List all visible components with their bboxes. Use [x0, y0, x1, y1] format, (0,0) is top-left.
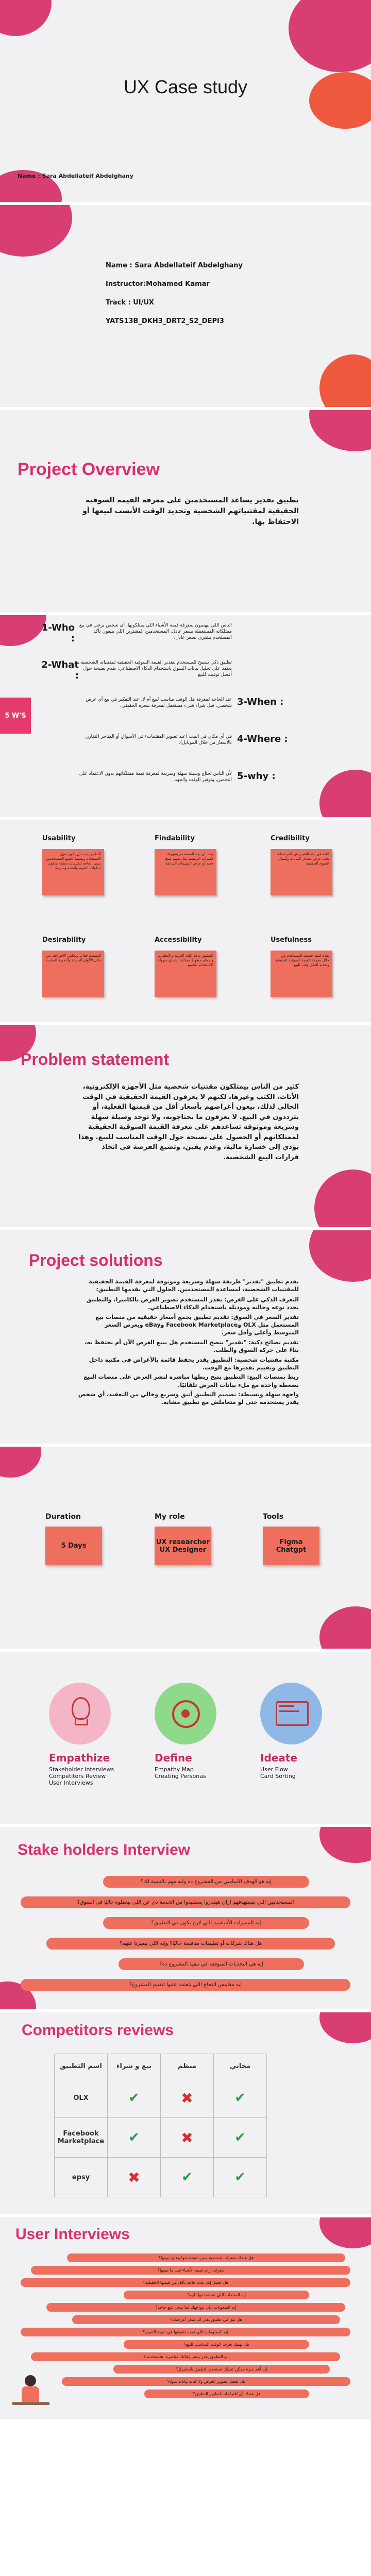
decor-blob: [319, 1606, 371, 1652]
ws-item: [36, 659, 325, 697]
process-step: [155, 1683, 232, 1780]
problem-slide: [0, 1025, 371, 1230]
table-row: [55, 2158, 267, 2197]
solutions-intro: يقدم تطبيق "تقدير" طريقة سهلة وسريعة وموثوقة لمعرفة القيمة الحقيقية للمقتنيات الشخصية، لمساعدة المستخدمين. الحلول التي يقدمها التطبيق:: [89, 1278, 299, 1293]
question-bubble: هل حصل إنك بعت حاجة بأقل من قيمتها الحقيقية؟: [21, 2278, 350, 2287]
solutions-list: [77, 1278, 299, 1406]
duration-card: 5 Days: [45, 1527, 102, 1565]
ws-item: [36, 734, 325, 771]
question-bubble: إيه الصعوبات اللي بتواجهك لما تيجي تبيع حاجة؟: [46, 2303, 345, 2312]
info-line: YATS13B_DKH3_DRT2_S2_DEPI3: [106, 317, 224, 325]
section-heading: Project Overview: [18, 460, 160, 479]
column-header: اسم التطبيق: [55, 2054, 108, 2078]
solution-item: التعرف الذكي على الغرض: يقدر المستخدم تصوير الغرض بالكاميرا، والتطبيق يحدد نوعه وحالته وموديله باستخدام الذكاء الاصطناعي.: [86, 1296, 299, 1311]
process-step: [49, 1683, 126, 1786]
step-item: User Flow: [260, 1766, 288, 1773]
info-slide: [0, 205, 371, 410]
section-heading: Stake holders Interview: [18, 1841, 191, 1858]
solution-item: تقدير السعر في السوق: تقديم تطبيق يجمع أسعار حقيقية من منصات بيع المستعمل مثل OLX وFacebook Marketplace وeBay ويعرض السعر المتوسط وأعلى وأقل سعر.: [95, 1313, 299, 1336]
question-bubble: إيه هو الهدف الأساسي من المشروع ده وليه مهم بالنسبة لك؟: [103, 1876, 309, 1888]
info-line: Track : UI/UX: [106, 299, 154, 307]
decor-blob: [314, 1170, 371, 1230]
sticky-note: التطبيق يدعم اللغة العربية والإنجليزية وأحجام خطوط مختلفة لضمان سهولة الاستخدام للجميع: [155, 951, 216, 997]
section-heading: User Interviews: [15, 2226, 130, 2243]
ws-list: [36, 622, 325, 808]
ws-answer: لأن الناس تحتاج وسيلة سهلة وسريعة لمعرفة قيمة ممتلكاتهم بدون الاعتماد على التخمين، وتوفير الوقت والجهد.: [79, 771, 232, 783]
title-slide: [0, 0, 371, 205]
question-bubble: هل يهمك تعرف الوقت المناسب للبيع؟: [124, 2340, 309, 2349]
info-line: Instructor:Mohamed Kamar: [106, 280, 210, 288]
check-icon: ✔: [214, 2078, 267, 2118]
ws-item: [36, 622, 325, 659]
step-item: Competitors Review: [49, 1773, 106, 1780]
competitors-slide: [0, 2012, 371, 2217]
step-item: Creating Personas: [155, 1773, 206, 1780]
person-illustration: [10, 2372, 52, 2413]
decor-blob: [309, 410, 371, 451]
question-bubble: إيه المنصات اللي بتستخدمها للبيع؟: [124, 2291, 309, 2299]
user-interviews-slide: [0, 2217, 371, 2419]
app-name: OLX: [55, 2078, 108, 2118]
overview-slide: [0, 410, 371, 615]
decor-blob: [319, 1827, 371, 1863]
usability-slide: [0, 820, 371, 1025]
check-icon: ✔: [108, 2118, 161, 2158]
question-bubble: بتعرف إزاي قيمة الأشياء قبل ما تبيعها؟: [31, 2266, 350, 2275]
decor-blob: [309, 1230, 371, 1282]
step-item: User Interviews: [49, 1780, 93, 1786]
check-icon: ✔: [108, 2078, 161, 2118]
desirability-title: Desirability: [42, 936, 86, 944]
usability-title: Usability: [42, 835, 76, 842]
column-header: منظم: [161, 2054, 214, 2078]
column-header: مجاني: [214, 2054, 267, 2078]
decor-blob: [289, 0, 371, 72]
tools-card: Figma Chatgpt: [263, 1527, 319, 1565]
check-icon: ✔: [161, 2158, 214, 2197]
step-title: Empathize: [49, 1752, 110, 1764]
step-item: Card Sorting: [260, 1773, 296, 1780]
solution-item: مكتبة مقتنيات شخصية: التطبيق يقدر يحفظ قائمة بالأغراض في مكتبة داخل التطبيق وتقييم تقديرها مع الوقت.: [89, 1356, 299, 1371]
step-title: Ideate: [260, 1752, 297, 1764]
problem-text: كثير من الناس بيمتلكون مقتنيات شخصية مثل الأجهزة الإلكترونية، الأثاث، الكتب وغيرها، لكنهم لا يعرفون القيمة الحقيقية في الوقت الحالي لذلك، بيعون أغراضهم بأسعار أقل من قيمتها الفعلية، أو يترددون في البيع. لا يعرفون ما يحتاجونه، ولا توجد وسيلة سهلة وسريعة وموثوقة تساعدهم على معرفة القيمة السوقية الحقيقية لممتلكاتهم أو الحصول على نصيحة حول الوقت المناسب للبيع. وهذا يؤدي إلى خسارة مالية، وعدم يقين، وتضيع الفرصة في اتخاذ قرارات البيع الشخصية.: [78, 1083, 299, 1161]
ws-answer: في أي مكان في البيت (عند تصوير المقتنيات) في الأسواق أو المتاجر (لتقارن بالأسعار من خلال الموبايل).: [85, 734, 232, 746]
step-item: Stakeholder Interviews: [49, 1766, 114, 1773]
table-row: [55, 2118, 267, 2158]
question-bubble: المستخدمين اللي بتستهدفهم إزاي هيقدروا يستفيدوا من الخدمة دي عن اللي بيعملوه حاليًا في السوق؟: [21, 1896, 350, 1908]
question-bubble: هل تثق في تطبيق يقدر لك سعر أغراضك؟: [72, 2315, 340, 2324]
cross-icon: ✖: [108, 2158, 161, 2197]
question-bubble: إيه أهم ميزة ممكن تخليك تستخدم التطبيق باستمرار؟: [113, 2365, 330, 2374]
ws-question: 4-Where :: [237, 734, 288, 744]
ws-question: 5-why :: [237, 771, 276, 782]
sticky-note: الثقة في دقة التقييم هي أهم نقطة، يجب عرض مصادر البيانات وأسعار السوق الحقيقية: [271, 849, 332, 895]
sticky-note: يقدم قيمة حقيقية للمستخدم من خلال معرفة القيمة السوقية الحقيقية وتحديد أفضل وقت للبيع: [271, 951, 332, 997]
cross-icon: ✖: [161, 2078, 214, 2118]
ws-item: [36, 771, 325, 808]
ws-question: 3-When :: [237, 697, 284, 707]
author-name: Name : Sara Abdellateif Abdelghany: [18, 173, 134, 179]
check-icon: ✔: [214, 2158, 267, 2197]
sticky-note: التصميم جذاب ويعكس الاحترافية من خلال الألوان الحديثة والتجربة السلسة: [42, 951, 104, 997]
stakeholders-slide: [0, 1827, 371, 2012]
decor-blob: [319, 770, 371, 820]
decor-blob: [0, 205, 72, 257]
lightbulb-icon: [49, 1683, 111, 1744]
cross-icon: ✖: [161, 2118, 214, 2158]
findability-title: Findability: [155, 835, 195, 842]
table-row: [55, 2054, 267, 2078]
ws-question: 2-What :: [41, 659, 79, 681]
question-bubble: لو التطبيق يقدر ينشر إعلانك مباشرة، هتستخدمه؟: [31, 2352, 340, 2361]
app-name: Facebook Marketplace: [55, 2118, 108, 2158]
check-icon: ✔: [214, 2118, 267, 2158]
question-bubble: إيه المميزات الأساسية اللي لازم تكون في التطبيق؟: [103, 1917, 309, 1929]
step-item: Empathy Map: [155, 1766, 194, 1773]
accessibility-title: Accessibility: [155, 936, 202, 944]
process-slide: [0, 1652, 371, 1827]
tools-label: Tools: [263, 1513, 284, 1521]
solution-item: واجهة سهلة وبسيطة: تصميم التطبيق أنيق وسريع وخالي من التعقيد، أي شخص يقدر يستخدمه حتى لو متعاملش مع تطبيق مشابه.: [78, 1391, 299, 1406]
solution-item: ربط بمنصات البيع: التطبيق يتيح ربطها مباشرة لنشر الغرض على منصات البيع بضغطة واحدة مع ملء بيانات الغرض تلقائيًا.: [83, 1374, 299, 1388]
section-heading: Problem statement: [21, 1050, 170, 1069]
role-label: My role: [155, 1513, 185, 1521]
competitors-table: [54, 2054, 267, 2197]
process-step: [260, 1683, 343, 1780]
info-list: [106, 257, 243, 331]
question-bubble: إيه هي التحديات المتوقعة في تنفيذ المشروع ده؟: [119, 1958, 304, 1970]
decor-blob: [319, 2217, 371, 2248]
step-title: Define: [155, 1752, 192, 1764]
ws-answer: الناس اللي بيهتمون بمعرفة قيمة الأشياء اللي يمتلكونها، أي شخص يرغب في بيع ممتلكاته المستعملة بسعر عادل، المستخدمين المشترين اللي يبيعون تأكد المستخدم يشتري بسعر عادل.: [79, 623, 232, 641]
question-bubble: هل تفضل تصوير الغرض ولا كتابة بياناته يدويًا؟: [62, 2377, 350, 2386]
usefulness-title: Usefulness: [271, 936, 312, 944]
decor-blob: [0, 0, 52, 36]
page-title: UX Case study: [123, 76, 248, 97]
app-name: epsy: [55, 2158, 108, 2197]
column-header: بيع و شراء: [108, 2054, 161, 2078]
five-ws-slide: [0, 615, 371, 820]
decor-blob: [0, 1447, 41, 1478]
ws-question: 1-Who :: [41, 622, 75, 644]
sticky-note: التطبيق يجب أن يكون سهل الاستخدام وبسيط لجميع المستخدمين بدون الحاجة لتعليمات معقدة وتكون خطوات التقييم واضحة وسريعة: [42, 849, 104, 895]
question-bubble: إيه مقاييس النجاح اللي بتعتمد عليها لتقييم المشروع؟: [21, 1979, 350, 1991]
ws-answer: تطبيق ذكي يسمح للمستخدم بتقدير القيمة السوقية الحقيقية لمقتنياته الشخصية. يعتمد على تحليل بيانات السوق باستخدام الذكاء الاصطناعي، يقدم نصيحة حول أفضل توقيت للبيع.: [79, 660, 232, 678]
sticky-note: يجب أن يجد المستخدم بسهولة الميزات الرئيسية مثل تقييم منتج جديد أو عرض التقييمات السابقة: [155, 849, 216, 895]
table-row: [55, 2078, 267, 2118]
ideate-icon: [260, 1683, 322, 1744]
info-line: Name : Sara Abdellateif Abdelghany: [106, 262, 243, 269]
question-bubble: هل عندك مقتنيات شخصية مش بتستخدمها وعايز تبيعها؟: [67, 2253, 345, 2262]
question-bubble: هل هناك شركات أو تطبيقات منافسة حاليًا؟ وإيه اللي بيميزنا عنهم؟: [46, 1938, 335, 1950]
decor-blob: [319, 354, 371, 410]
overview-text: تطبيق تقدير يساعد المستخدمين على معرفة القيمة السوقية الحقيقية لمقتنياتهم الشخصية وتحديد الوقت الأنسب لبيعها أو الاحتفاظ بها.: [82, 496, 299, 526]
ws-answer: عند الحاجة لمعرفة هل الوقت مناسب لبيع أم لا. عند التفكير في بيع أي غرض شخصي. قبل شراء شيء مستعمل لمعرفة سعره الحقيقي.: [86, 697, 232, 709]
credibility-title: Credibility: [271, 835, 310, 842]
role-card: UX researcher UX Designer: [155, 1527, 211, 1565]
target-icon: [155, 1683, 216, 1744]
section-heading: Project solutions: [29, 1251, 163, 1269]
question-bubble: هل عندك أي اقتراحات لتطوير التطبيق؟: [144, 2389, 309, 2398]
duration-label: Duration: [45, 1513, 81, 1521]
solutions-slide: [0, 1230, 371, 1447]
section-heading: Competitors reviews: [22, 2022, 174, 2039]
question-bubble: إيه المعلومات اللي تحب تشوفها في نتيجة التقييم؟: [21, 2328, 350, 2336]
ws-label: 5 W'S: [0, 698, 31, 734]
project-info-slide: [0, 1447, 371, 1652]
decor-blob: [319, 2012, 371, 2043]
solution-item: تقديم نصائح ذكية: "تقدير" ينصح المستخدم هل يبيع الغرض الآن أم يحتفظ به، بناءً على حركة السوق والطلب.: [85, 1338, 299, 1354]
ws-item: [36, 697, 325, 734]
